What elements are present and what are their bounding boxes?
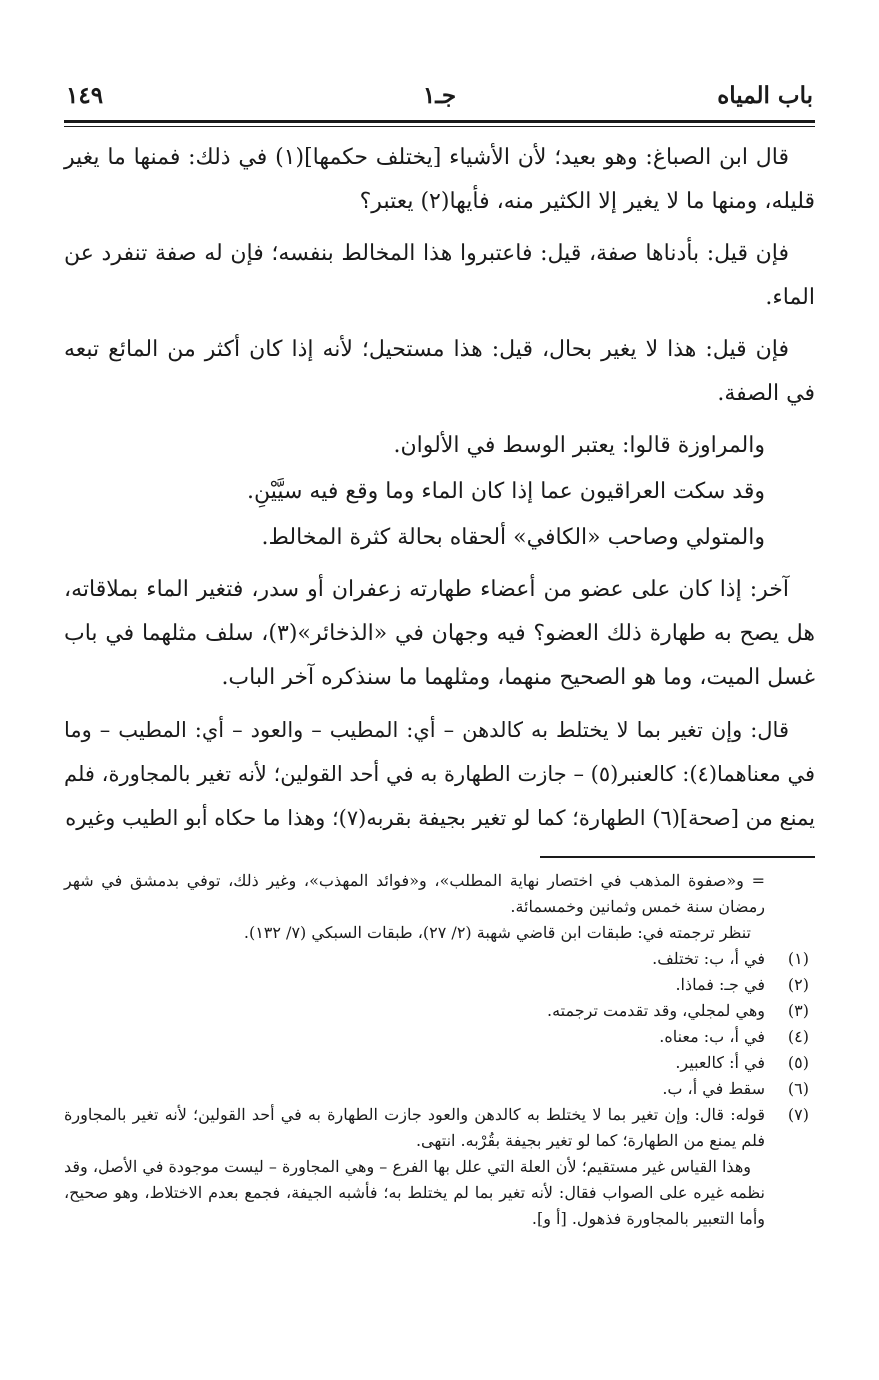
header-rule-thin bbox=[64, 126, 815, 127]
footnote-text: قوله: قال: وإن تغير بما لا يختلط به كالدهن والعود جازت الطهارة به في أحد القولين؛ لأنه تغير بالمجاورة فلم يمنع من الطهارة؛ كما لو تغير بجيفة بقُرْبه. انتهى. bbox=[64, 1105, 765, 1150]
paragraph: قال: وإن تغير بما لا يختلط به كالدهن – أي: المطيب – والعود – أي: المطيب – وما في معناهما(٤): كالعنبر(٥) – جازت الطهارة به في أحد القولين؛ لأنه تغير بالمجاورة، فلم يمنع من [صحة](٦) الطهارة؛ كما لو تغير بجيفة بقربه(٧)؛ وهذا ما حكاه أبو الطيب وغيره bbox=[64, 718, 815, 830]
footnote-text: في جـ: فماذا. bbox=[675, 975, 765, 994]
footnote-number: (٥) bbox=[787, 1053, 809, 1072]
footnote bbox=[64, 946, 815, 972]
footnote-7-continuation: وهذا القياس غير مستقيم؛ لأن العلة التي علل بها الفرع – وهي المجاورة – ليست موجودة في الأصل، وقد نظمه غيره على الصواب فقال: لأنه تغير بما لم يختلط به؛ فأشبه الجيفة، فجمع بعدم الاختلاط، وهو صحيح، وأما التعبير بالمجاورة فذهول. [أ و]. bbox=[64, 1157, 765, 1228]
footnote-text: سقط في أ، ب. bbox=[662, 1079, 765, 1098]
chapter-title: باب المياه bbox=[717, 82, 813, 109]
footnote-number: (٧) bbox=[787, 1105, 809, 1124]
footnote-number: (٦) bbox=[787, 1079, 809, 1098]
paragraph: آخر: إذا كان على عضو من أعضاء طهارته زعفران أو سدر، فتغير الماء بملاقاته، هل يصح به طهارة ذلك العضو؟ فيه وجهان في «الذخائر»(٣)، سلف مثلهما في باب غسل الميت، وما هو الصحيح منهما، ومثلهما ما سنذكره آخر الباب. bbox=[64, 577, 816, 690]
footnote-text: في أ، ب: معناه. bbox=[659, 1027, 765, 1046]
running-header bbox=[66, 78, 813, 118]
paragraph: والمراوزة قالوا: يعتبر الوسط في الألوان. bbox=[393, 433, 765, 458]
footnote-number: (٢) bbox=[787, 975, 809, 994]
footnote bbox=[64, 998, 815, 1024]
paragraph: فإن قيل: هذا لا يغير بحال، قيل: هذا مستحيل؛ لأنه إذا كان أكثر من المائع تبعه في الصفة. bbox=[64, 337, 815, 406]
footnote-continuation-ref: تنظر ترجمته في: طبقات ابن قاضي شهبة (٢/ ٢٧)، طبقات السبكي (٧/ ١٣٢). bbox=[243, 923, 751, 942]
footnote-number: (٤) bbox=[787, 1027, 809, 1046]
footnote bbox=[64, 1076, 815, 1102]
footnotes bbox=[64, 868, 815, 1232]
footnote bbox=[64, 1050, 815, 1076]
footnote-number: (٣) bbox=[787, 1001, 809, 1020]
footnote-number: (١) bbox=[787, 949, 809, 968]
header-rule-thick bbox=[64, 120, 815, 123]
page-number: ١٤٩ bbox=[66, 82, 104, 109]
footnote bbox=[64, 972, 815, 998]
paragraph: وقد سكت العراقيون عما إذا كان الماء وما وقع فيه سيَّيْنِ. bbox=[246, 479, 765, 504]
footnote bbox=[64, 1102, 815, 1154]
paragraph: قال ابن الصباغ: وهو بعيد؛ لأن الأشياء [يختلف حكمها](١) في ذلك: فمنها ما يغير قليله، ومنها ما لا يغير إلا الكثير منه، فأيها(٢) يعتبر؟ bbox=[64, 145, 815, 214]
footnote-separator bbox=[540, 856, 815, 858]
footnote-continuation: = و«صفوة المذهب في اختصار نهاية المطلب»، و«فوائد المهذب»، وغير ذلك، توفي بدمشق في شهر رمضان سنة خمس وثمانين وخمسمائة. bbox=[64, 871, 765, 916]
footnote-text: في أ: كالعبير. bbox=[675, 1053, 765, 1072]
volume-label: جـ١ bbox=[422, 82, 457, 109]
footnote-text: في أ، ب: تختلف. bbox=[652, 949, 765, 968]
footnote bbox=[64, 1024, 815, 1050]
footnote-text: وهي لمجلي، وقد تقدمت ترجمته. bbox=[546, 1001, 765, 1020]
paragraph: فإن قيل: بأدناها صفة، قيل: فاعتبروا هذا المخالط بنفسه؛ فإن له صفة تنفرد عن الماء. bbox=[64, 241, 815, 310]
main-text bbox=[64, 136, 815, 848]
paragraph: والمتولي وصاحب «الكافي» ألحقاه بحالة كثرة المخالط. bbox=[261, 525, 765, 550]
